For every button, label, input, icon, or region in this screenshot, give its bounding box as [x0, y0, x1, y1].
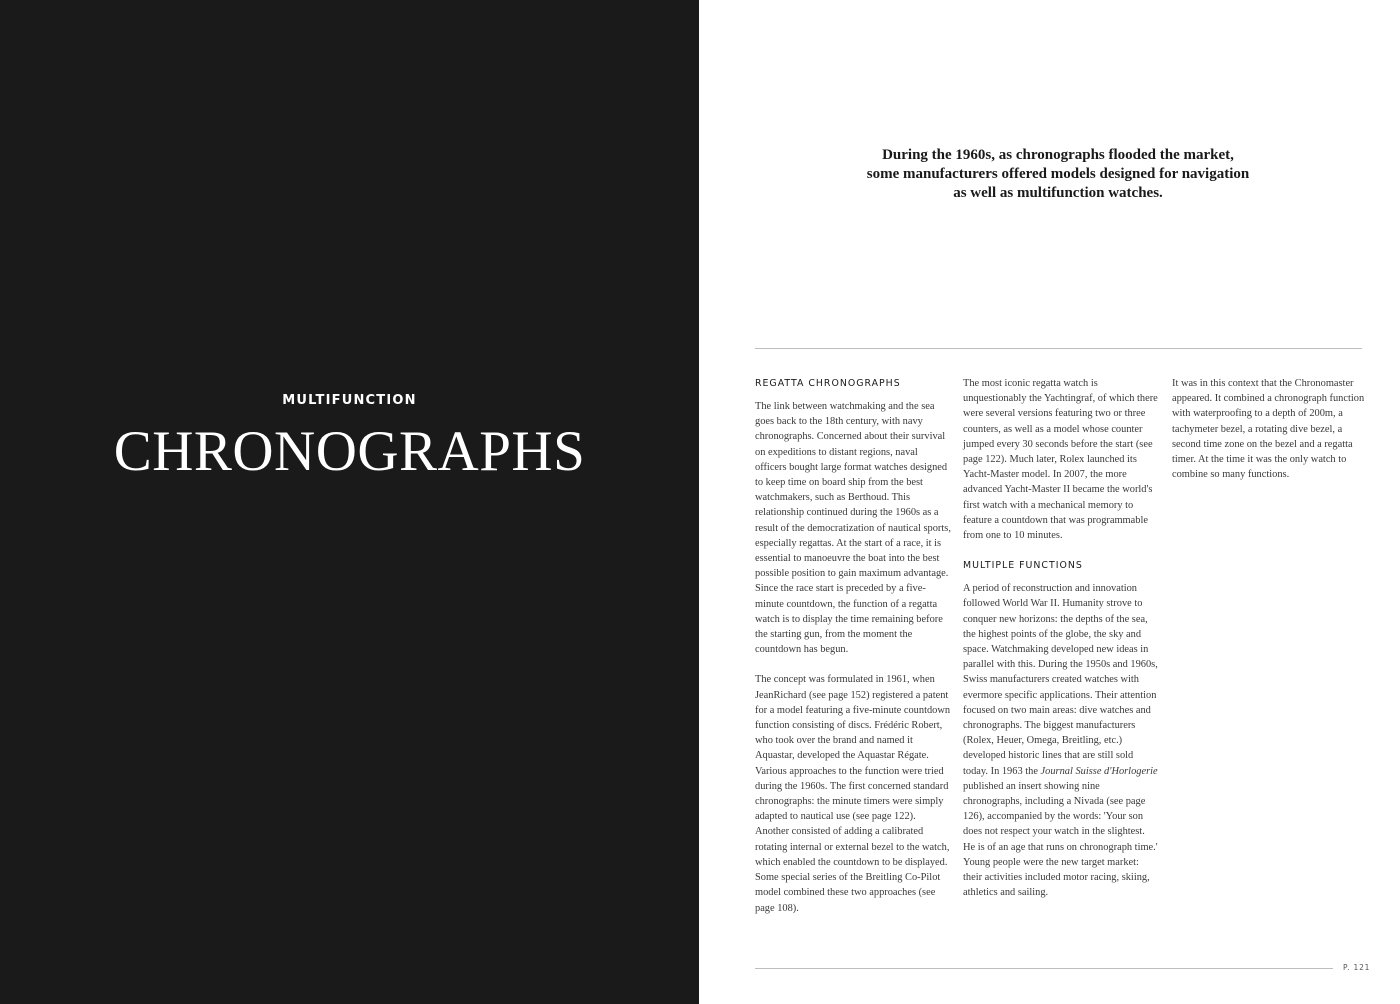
publication-title: Journal Suisse d'Horlogerie [1040, 765, 1158, 777]
intro-line: some manufacturers offered models designed for navigation [866, 166, 1250, 182]
section-kicker: MULTIFUNCTION [282, 393, 417, 408]
paragraph-text: A period of reconstruction and innovation followed World War II. Humanity strove to conquer new horizons: the depths of the sea, the highest points of the globe, the sky and space. Watchmaking developed new ideas in parallel with this. During the 1950s and 1960s, Swiss manufacturers created watches with evermore specific applications. Their attention focused on two main areas: dive watches and chronographs. The biggest manufacturers (Rolex, Heuer, Omega, Breitling, etc.) developed historic lines that are still sold today. In 1963 the [963, 583, 1158, 777]
paragraph: The most iconic regatta watch is unquestionably the Yachtingraf, of which there were several versions featuring two or three counters, as well as a model whose counter jumped every 30 seconds before the start (see page 122). Much later, Rolex launched its Yacht-Master model. In 2007, the more advanced Yacht-Master II became the world's first watch with a mechanical memory to feature a countdown that was programmable from one to 10 minutes. [963, 378, 1158, 542]
chapter-title: CHRONOGRAPHS [113, 420, 586, 483]
paragraph: The concept was formulated in 1961, when JeanRichard (see page 152) registered a patent for a model featuring a five-minute countdown function consisting of discs. Frédéric Robert, who took over the brand and named it Aquastar, developed the Aquastar Régate. Various approaches to the function were tried during the 1960s. The first concerned standard chronographs: the minute timers were simply adapted to nautical use (see page 122). Another consisted of adding a calibrated rotating internal or external bezel to the watch, which enabled the countdown to be displayed. Some special series of the Breitling Co-Pilot model combined these two approaches (see page 108). [755, 674, 951, 914]
text-column-3 [1172, 376, 1368, 497]
section-heading: REGATTA CHRONOGRAPHS [755, 378, 901, 389]
page-number: P. 121 [1343, 963, 1371, 972]
paragraph: The link between watchmaking and the sea goes back to the 18th century, with navy chronographs. Concerned about their survival on expeditions to distant regions, naval officers bought large format watches designed to keep time on board ship from the best watchmakers, such as Berthoud. This relationship continued during the 1960s as a result of the democratization of nautical sports, especially regattas. At the start of a race, it is essential to manoeuvre the boat into the best possible position to gain maximum advantage. Since the race start is preceded by a five-minute countdown, the function of a regatta watch is to display the time remaining before the starting gun, from the moment the countdown has begun. [755, 401, 951, 656]
section-heading: MULTIPLE FUNCTIONS [963, 560, 1083, 572]
text-column-1 [755, 376, 951, 931]
intro-line: as well as multifunction watches. [953, 185, 1163, 201]
paragraph: It was in this context that the Chronomaster appeared. It combined a chronograph function with waterproofing to a depth of 200m, a tachymeter bezel, a rotating dive bezel, a second time zone on the bezel and a regatta timer. At the time it was the only watch to combine so many functions. [1172, 378, 1365, 481]
intro-text [828, 146, 1288, 203]
top-divider [755, 348, 1362, 349]
intro-line: During the 1960s, as chronographs flooded the market, [882, 147, 1234, 163]
text-column-2 [963, 376, 1159, 916]
bottom-divider [755, 968, 1333, 969]
paragraph [963, 581, 1159, 900]
left-page [0, 0, 699, 1004]
paragraph-text: published an insert showing nine chronographs, including a Nivada (see page 126), accompanied by the words: 'Your son does not respect your watch in the slightest. He is of an age that runs on chronograph time.' Young people were the new target market: their activities included motor racing, skiing, athletics and sailing. [963, 780, 1158, 899]
